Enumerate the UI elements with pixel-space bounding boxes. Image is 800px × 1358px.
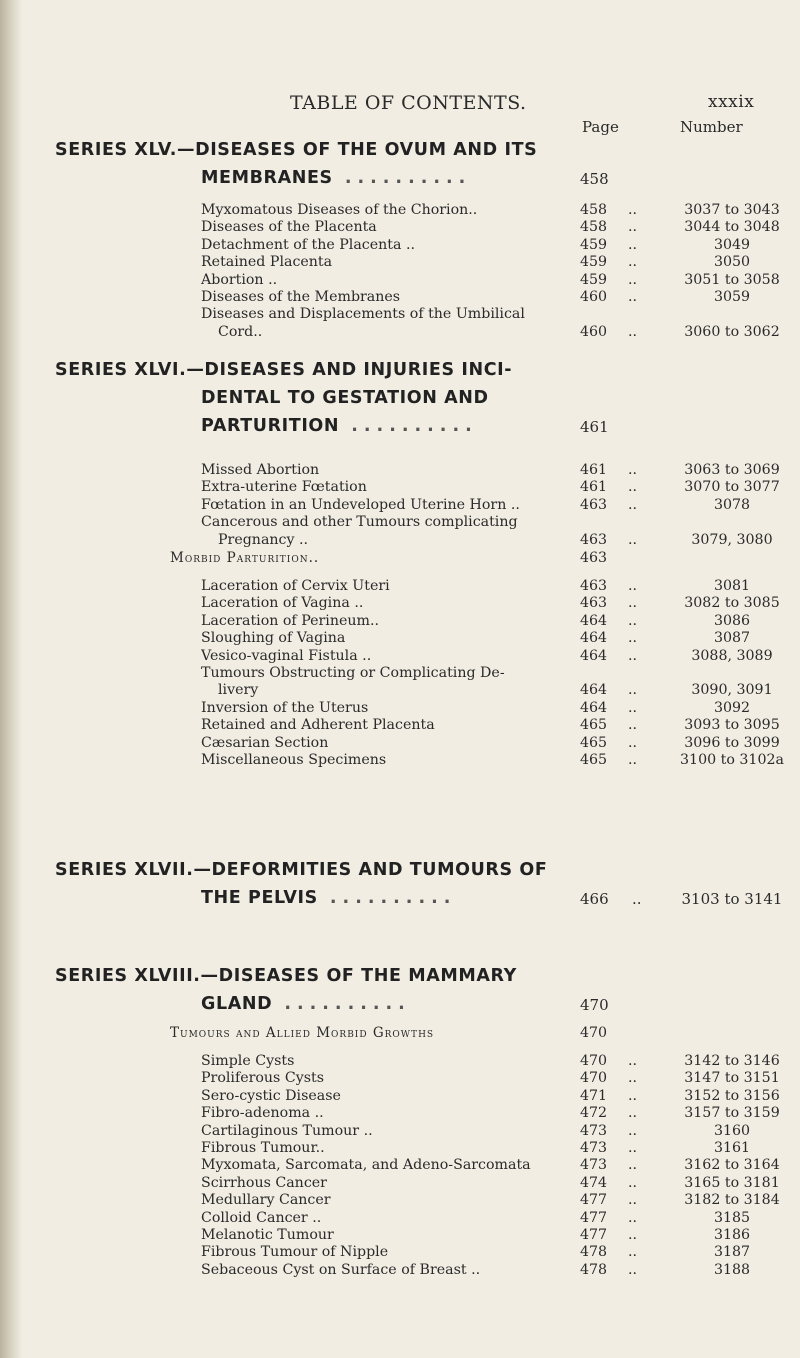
toc-entry [0, 1052, 800, 1070]
series-xlvii-number: 3103 to 3141 [681, 890, 783, 908]
entry-page: 464 [580, 699, 608, 716]
entry-separator: .. [628, 202, 638, 218]
toc-entry [0, 594, 800, 612]
entry-separator: .. [628, 289, 638, 305]
series-xlvii-heading: SERIES XLVII.—DEFORMITIES AND TUMOURS OF THE PELVIS .......... [55, 860, 548, 908]
entry-separator: .. [628, 1140, 638, 1156]
series-xlvi-page: 461 [580, 418, 609, 436]
entry-number: 3187 [713, 1244, 751, 1261]
entry-page: 463 [580, 531, 608, 548]
toc-entry [0, 647, 800, 665]
entry-number: 3186 [713, 1227, 751, 1243]
entry-number: 3161 [713, 1140, 751, 1156]
entry-separator: .. [628, 682, 638, 699]
entry-number: 3060 to 3062 [684, 323, 780, 340]
series-xlvi-line3: PARTURITION [201, 416, 340, 436]
entry-separator: .. [628, 1209, 638, 1226]
entry-label: Missed Abortion [201, 462, 320, 478]
entry-label: Cæsarian Section [201, 734, 329, 751]
entry-label: Extra-uterine Fœtation [201, 479, 367, 496]
entry-page: 458 [580, 202, 608, 218]
entry-page: 473 [580, 1140, 608, 1156]
entry-separator: .. [628, 752, 638, 768]
toc-entry [0, 1209, 800, 1227]
toc-entry [0, 664, 800, 682]
series-xlvii-sep: .. [632, 890, 642, 908]
entry-number: 3082 to 3085 [684, 595, 780, 612]
entry-number: 3050 [713, 254, 751, 271]
entry-separator: .. [628, 1244, 638, 1261]
toc-entry [0, 1261, 800, 1279]
series-xlvii-page: 466 [580, 890, 609, 908]
entry-number: 3059 [713, 289, 751, 305]
entry-label: Diseases and Displacements of the Umbilical [201, 306, 525, 323]
entry-page: 471 [580, 1087, 608, 1104]
toc-entry [0, 531, 800, 549]
tumours-subheading: Tumours and Allied Morbid Growths [170, 1025, 435, 1041]
entry-label: Proliferous Cysts [201, 1070, 324, 1087]
entry-label: Laceration of Vagina .. [201, 595, 364, 612]
toc-entry [0, 201, 800, 219]
toc-entry [0, 699, 800, 717]
entry-label: Myxomatous Diseases of the Chorion.. [201, 202, 478, 218]
toc-entry [0, 612, 800, 630]
entry-page: 464 [580, 647, 608, 664]
entry-label: Cord.. [218, 323, 263, 340]
entry-number: 3081 [713, 578, 751, 594]
entry-number: 3142 to 3146 [684, 1053, 780, 1069]
entry-separator: .. [628, 323, 638, 340]
entry-separator: .. [628, 1227, 638, 1243]
entry-number: 3088, 3089 [691, 647, 773, 664]
entry-number: 3157 to 3159 [684, 1105, 780, 1122]
entry-page: 460 [580, 323, 608, 340]
entry-page: 465 [580, 717, 608, 734]
entry-separator: .. [628, 1192, 638, 1209]
entry-label: Laceration of Perineum.. [201, 612, 379, 629]
toc-entry [0, 1156, 800, 1174]
entry-number: 3079, 3080 [691, 531, 773, 548]
toc-entry [0, 288, 800, 306]
entry-page: 460 [580, 289, 608, 305]
toc-entry [0, 1139, 800, 1157]
entry-separator: .. [628, 1261, 638, 1278]
entry-separator: .. [628, 479, 638, 496]
toc-entry [0, 1104, 800, 1122]
entry-number: 3049 [713, 236, 751, 253]
entry-label: Retained Placenta [201, 254, 333, 271]
entry-separator: .. [628, 462, 638, 478]
entry-number: 3152 to 3156 [684, 1087, 780, 1104]
entry-number: 3188 [713, 1261, 751, 1278]
toc-entry [0, 305, 800, 323]
entry-page: 465 [580, 734, 608, 751]
entry-page: 472 [580, 1105, 608, 1122]
page-number: xxxix [708, 92, 755, 112]
entry-number: 3078 [713, 496, 751, 513]
entry-page: 478 [580, 1244, 608, 1261]
toc-entry [0, 577, 800, 595]
tumours-subheading-page: 470 [580, 1025, 608, 1041]
entry-page: 477 [580, 1192, 608, 1209]
entry-number: 3182 to 3184 [684, 1192, 780, 1209]
entry-page: 463 [580, 496, 608, 513]
entry-number: 3100 to 3102a [680, 752, 784, 768]
entry-page: 473 [580, 1122, 608, 1139]
entry-separator: .. [628, 1087, 638, 1104]
entry-page: 470 [580, 1070, 608, 1087]
entry-label: Vesico-vaginal Fistula .. [201, 647, 372, 664]
series-xlvii-line2: THE PELVIS [201, 888, 318, 908]
entry-number: 3096 to 3099 [684, 734, 780, 751]
entry-page: 474 [580, 1174, 608, 1191]
entry-label: Pregnancy .. [218, 531, 309, 548]
entry-separator: .. [628, 1174, 638, 1191]
entry-page: 461 [580, 462, 608, 478]
entry-label: Miscellaneous Specimens [201, 752, 387, 768]
entry-label: Diseases of the Membranes [201, 289, 401, 305]
entry-separator: .. [628, 595, 638, 612]
entry-label: Cancerous and other Tumours complicating [201, 514, 518, 531]
entry-label: Myxomata, Sarcomata, and Adeno-Sarcomata [201, 1157, 531, 1174]
entry-separator: .. [628, 531, 638, 548]
toc-entry [0, 1174, 800, 1192]
entry-number: 3162 to 3164 [684, 1157, 780, 1174]
entry-separator: .. [628, 630, 638, 647]
entry-separator: .. [628, 219, 638, 236]
entry-page: 459 [580, 236, 608, 253]
entry-label: Detachment of the Placenta .. [201, 236, 415, 253]
entry-number: 3185 [713, 1209, 751, 1226]
entry-page: 477 [580, 1227, 608, 1243]
entry-label: Diseases of the Placenta [201, 219, 377, 236]
entry-label: Cartilaginous Tumour .. [201, 1122, 373, 1139]
entry-page: 478 [580, 1261, 608, 1278]
entry-number: 3086 [713, 612, 751, 629]
entry-label: Sero-cystic Disease [201, 1087, 341, 1104]
series-xlvi-heading: SERIES XLVI.—DISEASES AND INJURIES INCI- DENTAL TO GESTATION AND PARTURITION .......... [55, 356, 575, 440]
toc-entry [0, 1122, 800, 1140]
entry-separator: .. [628, 647, 638, 664]
page-header [0, 92, 800, 116]
entry-page: 473 [580, 1157, 608, 1174]
entry-separator: .. [628, 1105, 638, 1122]
column-header-page: Page [582, 118, 619, 136]
toc-entry [0, 734, 800, 752]
entry-page: 458 [580, 219, 608, 236]
toc-entry [0, 218, 800, 236]
entry-label: Melanotic Tumour [201, 1227, 334, 1243]
toc-entry [0, 236, 800, 254]
entry-page: 465 [580, 752, 608, 768]
entry-number: 3092 [713, 699, 751, 716]
entry-separator: .. [628, 1053, 638, 1069]
series-xlviii-line1: SERIES XLVIII.—DISEASES OF THE MAMMARY [55, 966, 517, 986]
entry-separator: .. [628, 271, 638, 288]
toc-entry [0, 253, 800, 271]
toc-entry [0, 461, 800, 479]
entry-page: 464 [580, 630, 608, 647]
entry-page: 464 [580, 682, 608, 699]
entry-separator: .. [628, 236, 638, 253]
toc-entry [0, 1191, 800, 1209]
entry-label: Fibrous Tumour.. [201, 1140, 325, 1156]
entry-number: 3044 to 3048 [684, 219, 780, 236]
series-xlv-heading: SERIES XLV.—DISEASES OF THE OVUM AND ITS MEMBRANES .......... [55, 140, 538, 188]
series-xlv-page: 458 [580, 170, 609, 188]
toc-entry [0, 1243, 800, 1261]
morbid-parturition-subheading: Morbid Parturition.. [170, 550, 320, 566]
column-header-number: Number [680, 118, 743, 136]
series-xlv-line2: MEMBRANES [201, 168, 333, 188]
entry-page: 459 [580, 271, 608, 288]
entry-separator: .. [628, 578, 638, 594]
entry-label: Sloughing of Vagina [201, 630, 346, 647]
entry-page: 470 [580, 1053, 608, 1069]
entry-label: Abortion .. [201, 271, 278, 288]
entry-label: Sebaceous Cyst on Surface of Breast .. [201, 1261, 481, 1278]
series-xlviii-heading: SERIES XLVIII.—DISEASES OF THE MAMMARY GLAND .......... [55, 966, 517, 1014]
toc-entry [0, 1069, 800, 1087]
entry-page: 463 [580, 595, 608, 612]
entry-separator: .. [628, 254, 638, 271]
entry-number: 3165 to 3181 [684, 1174, 780, 1191]
entry-label: Fœtation in an Undeveloped Uterine Horn .. [201, 496, 520, 513]
entry-separator: .. [628, 612, 638, 629]
entry-number: 3147 to 3151 [684, 1070, 780, 1087]
entry-label: Fibro-adenoma .. [201, 1105, 324, 1122]
toc-entry [0, 1087, 800, 1105]
entry-number: 3037 to 3043 [684, 202, 780, 218]
entry-label: Fibrous Tumour of Nipple [201, 1244, 389, 1261]
series-xlvii-line1: SERIES XLVII.—DEFORMITIES AND TUMOURS OF [55, 860, 548, 880]
entry-label: Tumours Obstructing or Complicating De- [201, 665, 505, 681]
entry-page: 477 [580, 1209, 608, 1226]
entry-label: Laceration of Cervix Uteri [201, 578, 390, 594]
series-xlvi-line2: DENTAL TO GESTATION AND [201, 388, 489, 408]
entry-number: 3093 to 3095 [684, 717, 780, 734]
entry-page: 463 [580, 578, 608, 594]
entry-page: 461 [580, 479, 608, 496]
entry-label: Scirrhous Cancer [201, 1174, 327, 1191]
toc-entry [0, 323, 800, 341]
entry-label: livery [218, 682, 259, 699]
series-xlviii-page: 470 [580, 996, 609, 1014]
header-title: TABLE OF CONTENTS. [290, 92, 527, 114]
series-xlv-line1: SERIES XLV.—DISEASES OF THE OVUM AND ITS [55, 140, 538, 160]
entry-separator: .. [628, 734, 638, 751]
entry-page: 459 [580, 254, 608, 271]
entry-label: Retained and Adherent Placenta [201, 717, 435, 734]
entry-label: Colloid Cancer .. [201, 1209, 322, 1226]
entry-separator: .. [628, 699, 638, 716]
toc-entry [0, 478, 800, 496]
entry-number: 3063 to 3069 [684, 462, 780, 478]
entry-separator: .. [628, 496, 638, 513]
toc-entry [0, 1226, 800, 1244]
entry-number: 3087 [713, 630, 751, 647]
entry-separator: .. [628, 1070, 638, 1087]
entry-number: 3160 [713, 1122, 751, 1139]
entry-separator: .. [628, 1157, 638, 1174]
morbid-parturition-page: 463 [580, 550, 608, 566]
entry-label: Inversion of the Uterus [201, 699, 369, 716]
toc-entry [0, 513, 800, 531]
entry-number: 3070 to 3077 [684, 479, 780, 496]
toc-entry [0, 751, 800, 769]
entry-label: Simple Cysts [201, 1053, 295, 1069]
series-xlviii-line2: GLAND [201, 994, 273, 1014]
toc-entry [0, 629, 800, 647]
entry-separator: .. [628, 1122, 638, 1139]
entry-page: 464 [580, 612, 608, 629]
toc-entry [0, 271, 800, 289]
entry-number: 3090, 3091 [691, 682, 773, 699]
series-xlvi-line1: SERIES XLVI.—DISEASES AND INJURIES INCI- [55, 360, 513, 380]
entry-separator: .. [628, 717, 638, 734]
toc-entry [0, 681, 800, 699]
entry-label: Medullary Cancer [201, 1192, 331, 1209]
toc-entry [0, 716, 800, 734]
toc-entry [0, 496, 800, 514]
entry-number: 3051 to 3058 [684, 271, 780, 288]
